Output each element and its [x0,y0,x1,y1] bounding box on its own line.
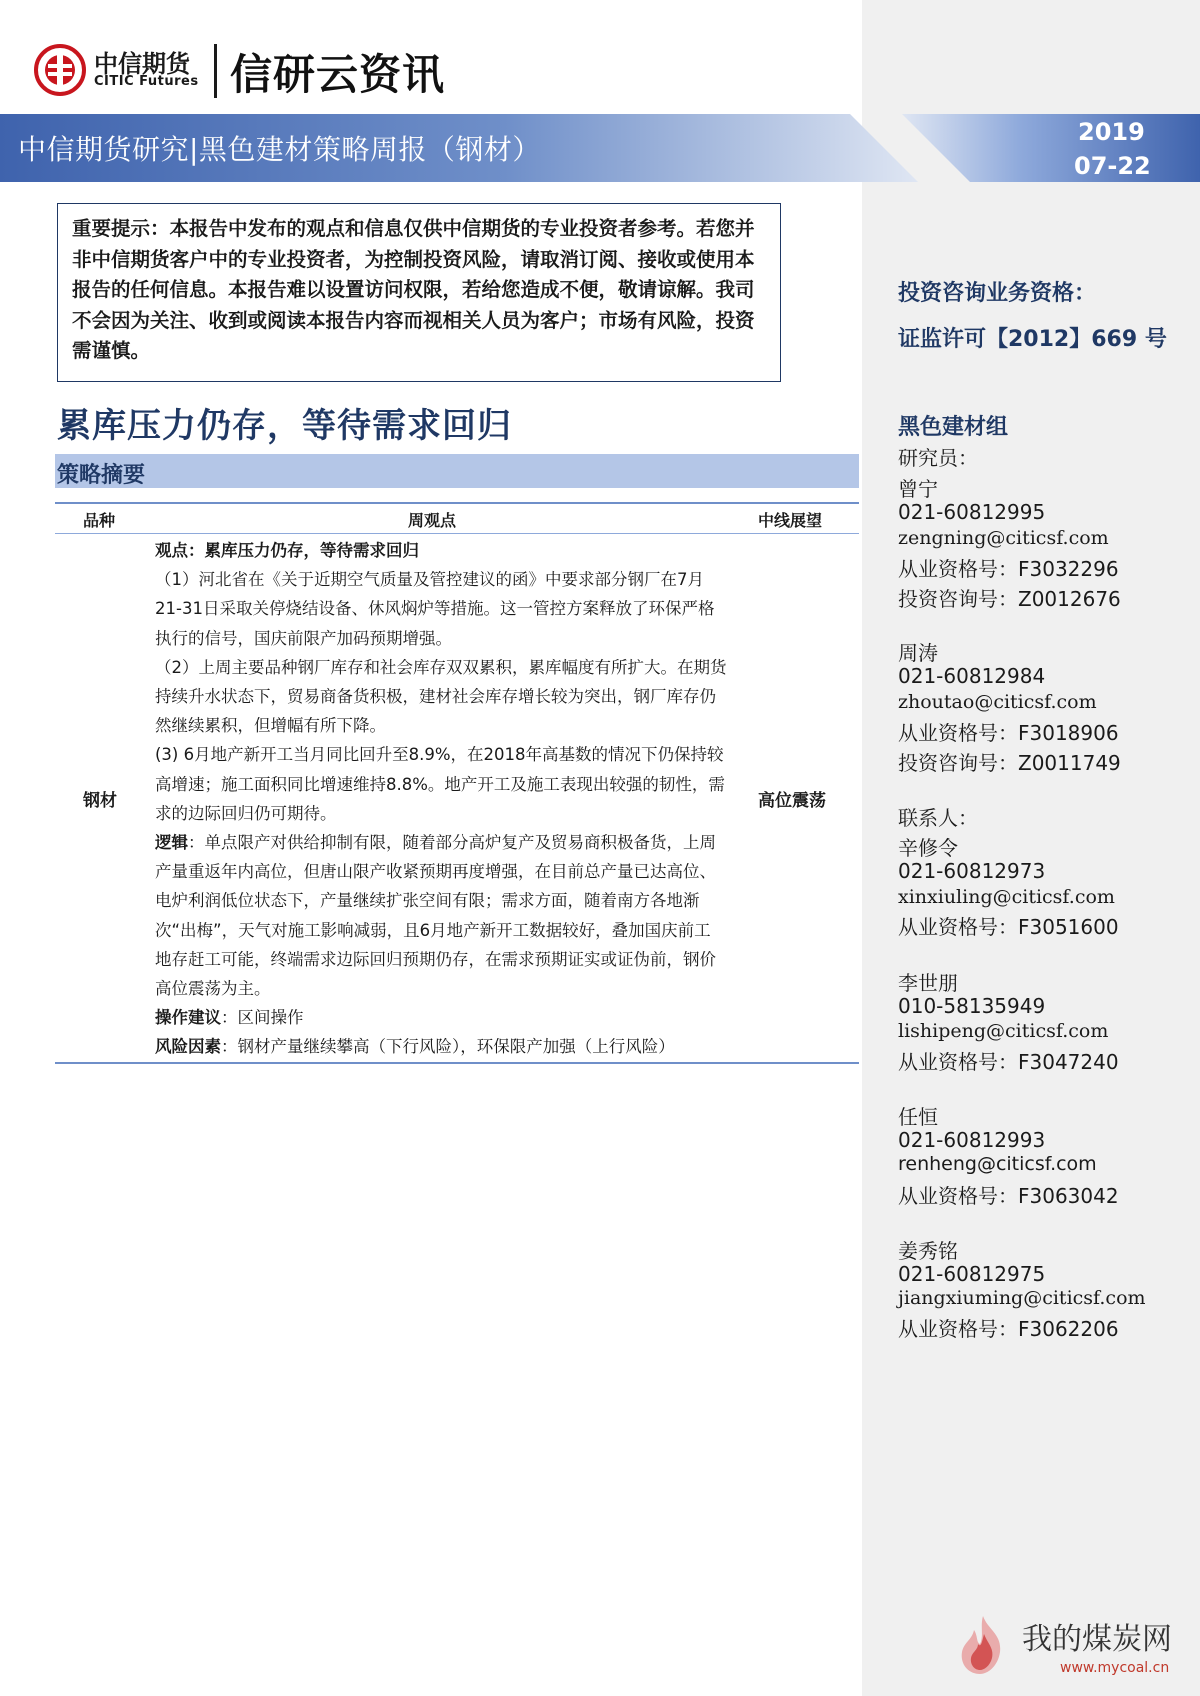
logo-english-name: CITIC Futures [94,74,199,89]
citic-futures-logo [34,40,446,100]
table-cell-weekly-view [155,536,727,1062]
table-bottom-rule [55,1062,859,1064]
researcher-email: zhoutao@citicsf.com [898,691,1097,713]
operation-text: ：区间操作 [221,1008,304,1028]
report-series-title: 中信期货研究|黑色建材策略周报（钢材） [18,133,541,166]
contact-name: 姜秀铭 [898,1239,958,1263]
contact-cert: 从业资格号：F3062206 [898,1317,1119,1341]
point-1: （1）河北省在《关于近期空气质量及管控建议的函》中要求部分钢厂在7月21-31日采取关停烧结设备、休风焖炉等措施。这一管控方案释放了环保严格执行的信号，国庆前限产加码预期增强。 [155,570,715,648]
important-notice-box [57,203,781,382]
report-headline: 累库压力仍存，等待需求回归 [57,406,512,446]
researcher-advisory: 投资咨询号：Z0011749 [898,751,1121,775]
researcher-cert: 从业资格号：F3032296 [898,557,1119,581]
important-notice-text: 重要提示：本报告中发布的观点和信息仅供中信期货的专业投资者参考。若您并非中信期货客户中的专业投资者，为控制投资风险，请取消订阅、接收或使用本报告的任何信息。本报告难以设置访问权限，若给您造成不便，敬请谅解。我司不会因为关注、收到或阅读本报告内容而视相关人员为客户；市场有风险，投资需谨慎。 [72,217,755,362]
point-3: (3) 6月地产新开工当月同比回升至8.9%，在2018年高基数的情况下仍保持较高增速；施工面积同比增速维持8.8%。地产开工及施工表现出较强的韧性，需求的边际回归仍可期待。 [155,745,725,823]
watermark-text: 我的煤炭网 [1022,1622,1172,1657]
contact-phone: 021-60812993 [898,1128,1046,1152]
watermark-url: www.mycoal.cn [1060,1660,1170,1676]
contact-phone: 010-58135949 [898,994,1046,1018]
brand-title: 信研云资讯 [230,50,446,99]
contact-name: 辛修令 [898,836,958,860]
table-cell-variety: 钢材 [83,791,117,811]
point-2: （2）上周主要品种钢厂库存和社会库存双双累积，累库幅度有所扩大。在期货持续升水状态下，贸易商备货积极，建材社会库存增长较为突出，钢厂库存仍然继续累积，但增幅有所下降。 [155,657,727,736]
table-cell-outlook: 高位震荡 [758,791,826,811]
table-header-weekly-view: 周观点 [408,511,457,530]
risk-line [155,1032,727,1061]
researcher-phone: 021-60812984 [898,664,1046,688]
researcher-phone: 021-60812995 [898,500,1046,524]
logo-chinese-name: 中信期货 [94,50,190,78]
researcher-email: zengning@citicsf.com [898,527,1109,549]
qualification-title: 投资咨询业务资格： [898,281,1097,306]
contact-email: renheng@citicsf.com [898,1153,1097,1175]
table-header-variety: 品种 [83,511,116,530]
researcher-cert: 从业资格号：F3018906 [898,721,1119,745]
logic-paragraph [155,828,727,1003]
logo-divider [214,44,217,98]
report-month-day: 07-22 [1074,152,1151,180]
contact-name: 任恒 [898,1105,938,1129]
report-year: 2019 [1078,118,1145,146]
researcher-name: 曾宁 [898,477,938,501]
contact-cert: 从业资格号：F3063042 [898,1184,1119,1208]
table-header-outlook: 中线展望 [758,511,823,530]
risk-label: 风险因素 [155,1037,221,1057]
contact-phone: 021-60812973 [898,859,1046,883]
contact-cert: 从业资格号：F3047240 [898,1050,1119,1074]
contact-email: xinxiuling@citicsf.com [898,886,1115,908]
flame-icon [950,1612,1016,1678]
risk-text: ：钢材产量继续攀高（下行风险），环保限产加强（上行风险） [221,1037,675,1057]
contact-cert: 从业资格号：F3051600 [898,915,1119,939]
contact-email: lishipeng@citicsf.com [898,1020,1109,1042]
view-text: 累库压力仍存，等待需求回归 [204,541,419,560]
section-title-bar [55,454,859,488]
contact-email: jiangxiuming@citicsf.com [898,1287,1146,1309]
view-label: 观点： [155,541,205,560]
researcher-name: 周涛 [898,641,938,665]
researcher-advisory: 投资咨询号：Z0012676 [898,587,1121,611]
team-name: 黑色建材组 [898,415,1009,440]
operation-label: 操作建议 [155,1008,221,1028]
contact-label: 联系人： [898,806,978,830]
logic-text: ：单点限产对供给抑制有限，随着部分高炉复产及贸易商积极备货，上周产量重返年内高位，但唐山限产收紧预期再度增强，在目前总产量已达高位、电炉利润低位状态下，产量继续扩张空间有限；需求方面，随着南方各地渐次“出梅”，天气对施工影响减弱，且6月地产新开工数据较好，叠加国庆前工地存赶工可能，终端需求边际回归预期仍存，在需求预期证实或证伪前，钢价高位震荡为主。 [155,833,716,999]
operation-line [155,1003,727,1032]
view-line [155,536,727,565]
qualification-license: 证监许可【2012】669 号 [898,327,1167,352]
researcher-label: 研究员： [898,446,978,470]
citic-logo-icon [34,44,86,96]
contact-phone: 021-60812975 [898,1262,1046,1286]
table-top-rule [55,502,859,504]
section-title: 策略摘要 [57,463,146,488]
table-header-rule [55,533,859,534]
contact-name: 李世朋 [898,971,958,995]
logic-label: 逻辑 [155,833,188,853]
